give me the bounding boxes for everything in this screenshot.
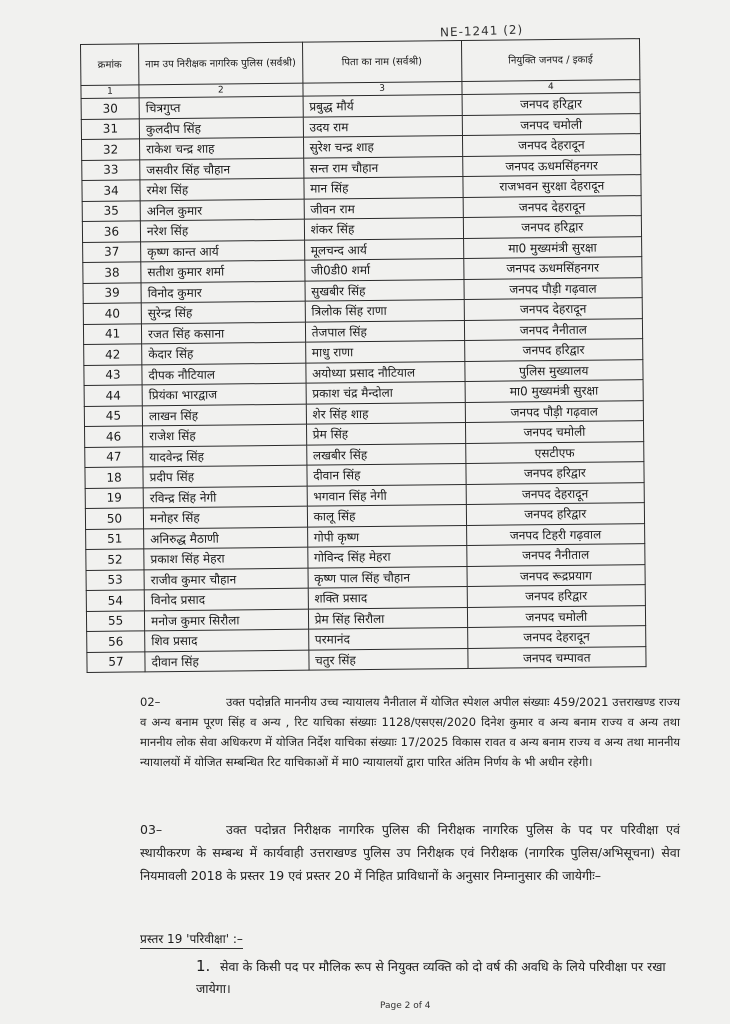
cell-serial: 45 bbox=[84, 405, 142, 426]
cell-name: दीपक नौटियाल bbox=[142, 363, 306, 385]
header-posting: नियुक्ति जनपद / इकाई bbox=[461, 39, 640, 82]
paragraph-text: उक्त पदोन्नति माननीय उच्च न्यायालय नैनीताल में योजित स्पेशल अपील संख्याः 459/2021 उत्तराखण्ड राज्य व अन्य बनाम पूरण सिंह व अन्य , रिट याचिका संख्याः 1128/एसएस/2020 दिनेश कुमार व अन्य बनाम राज्य व अन्य तथा माननीय लोक सेवा अधिकरण में योजित निर्देश याचिका संख्याः 17/2025 विकास रावत व अन्य बनाम राज्य व अन्य तथा माननीय न्यायालयों में योजित सम्बन्धित रिट याचिकाओं में मा0 न्यायालयों द्वारा पारित अंतिम निर्णय के भी अधीन रहेगी। bbox=[140, 695, 680, 769]
cell-name: चित्रगुप्त bbox=[139, 96, 303, 118]
cell-serial: 36 bbox=[82, 221, 140, 242]
cell-father-name: त्रिलोक सिंह राणा bbox=[305, 299, 464, 321]
cell-serial: 39 bbox=[83, 282, 141, 303]
cell-name: रजत सिंह कसाना bbox=[141, 322, 305, 344]
cell-posting: जनपद हरिद्वार bbox=[463, 216, 642, 238]
cell-serial: 56 bbox=[87, 631, 145, 652]
cell-serial: 44 bbox=[84, 385, 142, 406]
cell-father-name: मूलचन्द आर्य bbox=[304, 238, 463, 260]
cell-father-name: प्रबुद्ध मौर्य bbox=[303, 95, 462, 117]
cell-name: कृष्ण कान्त आर्य bbox=[141, 240, 305, 262]
cell-name: प्रकाश सिंह मेहरा bbox=[144, 547, 308, 569]
rule-19-heading: प्रस्तर 19 'परिवीक्षा' :– bbox=[140, 930, 243, 949]
cell-serial: 47 bbox=[85, 446, 143, 467]
cell-serial: 34 bbox=[82, 180, 140, 201]
cell-father-name: शेर सिंह शाह bbox=[306, 402, 465, 424]
cell-posting: जनपद चमोली bbox=[462, 113, 641, 135]
cell-posting: जनपद ऊधमसिंहनगर bbox=[463, 257, 642, 279]
cell-serial: 54 bbox=[86, 590, 144, 611]
cell-posting: जनपद नैनीताल bbox=[466, 544, 645, 566]
cell-name: जसवीर सिंह चौहान bbox=[140, 158, 304, 180]
cell-name: सुरेन्द्र सिंह bbox=[141, 301, 305, 323]
cell-posting: जनपद देहरादून bbox=[464, 298, 643, 320]
cell-serial: 19 bbox=[85, 487, 143, 508]
cell-father-name: माधु राणा bbox=[305, 340, 464, 362]
cell-posting: जनपद हरिद्वार bbox=[464, 339, 643, 361]
cell-serial: 31 bbox=[81, 118, 139, 139]
cell-posting: जनपद ऊधमसिंहनगर bbox=[462, 154, 641, 176]
cell-posting: जनपद देहरादून bbox=[466, 482, 645, 504]
cell-posting: जनपद देहरादून bbox=[462, 134, 641, 156]
cell-name: नरेश सिंह bbox=[140, 219, 304, 241]
rule-item-text: सेवा के किसी पद पर मौलिक रूप से नियुक्त व्यक्ति को दो वर्ष की अवधि के लिये परिवीक्षा पर रखा जायेगा। bbox=[196, 959, 666, 996]
cell-serial: 53 bbox=[86, 569, 144, 590]
cell-serial: 46 bbox=[85, 426, 143, 447]
paragraph-text: उक्त पदोन्नत निरीक्षक नागरिक पुलिस की निरीक्षक नागरिक पुलिस के पद पर परिवीक्षा एवं स्थायीकरण के सम्बन्ध में कार्यवाही उत्तराखण्ड पुलिस उप निरीक्षक एवं निरीक्षक (नागरिक पुलिस/अभिसूचना) सेवा नियमावली 2018 के प्रस्तर 19 एवं प्रस्तर 20 में निहित प्राविधानों के अनुसार निम्नानुसार की जायेगीः– bbox=[140, 822, 680, 883]
cell-posting: एसटीएफ bbox=[465, 441, 644, 463]
rule-item-number: 1. bbox=[196, 957, 211, 975]
cell-father-name: दीवान सिंह bbox=[307, 463, 466, 485]
cell-posting: पुलिस मुख्यालय bbox=[465, 359, 644, 381]
cell-name: राजेश सिंह bbox=[143, 424, 307, 446]
header-serial: क्रमांक bbox=[81, 44, 139, 86]
cell-father-name: जी0डी0 शर्मा bbox=[304, 258, 463, 280]
cell-name: राकेश चन्द्र शाह bbox=[140, 137, 304, 159]
cell-father-name: जीवन राम bbox=[304, 197, 463, 219]
cell-posting: जनपद हरिद्वार bbox=[466, 503, 645, 525]
cell-serial: 42 bbox=[84, 344, 142, 365]
cell-posting: जनपद हरिद्वार bbox=[462, 93, 641, 115]
column-index: 4 bbox=[462, 80, 640, 95]
cell-father-name: तेजपाल सिंह bbox=[305, 320, 464, 342]
cell-father-name: कृष्ण पाल सिंह चौहान bbox=[308, 566, 467, 588]
table-header-row bbox=[81, 39, 640, 86]
cell-father-name: कालू सिंह bbox=[307, 504, 466, 526]
paragraph-number: 02– bbox=[140, 695, 161, 709]
cell-father-name: गोविन्द सिंह मेहरा bbox=[307, 545, 466, 567]
cell-father-name: सन्त राम चौहान bbox=[303, 156, 462, 178]
cell-name: केदार सिंह bbox=[142, 342, 306, 364]
cell-father-name: सुरेश चन्द्र शाह bbox=[303, 136, 462, 158]
cell-name: प्रदीप सिंह bbox=[143, 465, 307, 487]
page-reference: NE-1241 (2) bbox=[439, 22, 524, 40]
cell-serial: 37 bbox=[83, 241, 141, 262]
cell-name: लाखन सिंह bbox=[142, 404, 306, 426]
cell-posting: जनपद चम्पावत bbox=[468, 646, 647, 668]
cell-serial: 38 bbox=[83, 262, 141, 283]
cell-serial: 33 bbox=[82, 159, 140, 180]
paragraph-02 bbox=[140, 692, 680, 772]
cell-father-name: गोपी कृष्ण bbox=[307, 525, 466, 547]
cell-serial: 52 bbox=[86, 549, 144, 570]
cell-posting: जनपद पौड़ी गढ़वाल bbox=[465, 400, 644, 422]
cell-father-name: सुखबीर सिंह bbox=[305, 279, 464, 301]
cell-father-name: चतुर सिंह bbox=[308, 648, 467, 670]
cell-serial: 18 bbox=[85, 467, 143, 488]
cell-posting: जनपद चमोली bbox=[467, 605, 646, 627]
cell-name: विनोद कुमार bbox=[141, 281, 305, 303]
promotion-roster-table bbox=[80, 38, 647, 673]
header-name: नाम उप निरीक्षक नागरिक पुलिस (सर्वश्री) bbox=[139, 42, 303, 85]
cell-serial: 55 bbox=[86, 610, 144, 631]
paragraph-03 bbox=[140, 818, 680, 887]
cell-father-name: लखबीर सिंह bbox=[306, 443, 465, 465]
cell-father-name: भगवान सिंह नेगी bbox=[307, 484, 466, 506]
cell-serial: 43 bbox=[84, 364, 142, 385]
cell-serial: 35 bbox=[82, 200, 140, 221]
cell-father-name: प्रकाश चंद्र मैन्दोला bbox=[306, 381, 465, 403]
cell-father-name: शक्ति प्रसाद bbox=[308, 586, 467, 608]
roster-body bbox=[81, 93, 646, 673]
cell-posting: जनपद हरिद्वार bbox=[467, 585, 646, 607]
cell-serial: 30 bbox=[81, 98, 139, 119]
cell-name: रमेश सिंह bbox=[140, 178, 304, 200]
cell-serial: 40 bbox=[83, 303, 141, 324]
cell-posting: जनपद नैनीताल bbox=[464, 318, 643, 340]
cell-posting: जनपद चमोली bbox=[465, 421, 644, 443]
cell-father-name: परमानंद bbox=[308, 627, 467, 649]
cell-name: अनिल कुमार bbox=[140, 199, 304, 221]
cell-name: रविन्द्र सिंह नेगी bbox=[143, 486, 307, 508]
paragraph-number: 03– bbox=[140, 822, 163, 837]
page-footer: Page 2 of 4 bbox=[380, 1001, 431, 1011]
cell-posting: जनपद देहरादून bbox=[463, 195, 642, 217]
cell-name: विनोद प्रसाद bbox=[144, 588, 308, 610]
cell-father-name: प्रेम सिंह सिरौला bbox=[308, 607, 467, 629]
cell-serial: 57 bbox=[87, 651, 145, 672]
cell-name: मनोज कुमार सिरौला bbox=[144, 609, 308, 631]
cell-name: राजीव कुमार चौहान bbox=[144, 568, 308, 590]
column-index: 1 bbox=[81, 85, 139, 99]
cell-posting: जनपद रूद्रप्रयाग bbox=[467, 564, 646, 586]
cell-posting: जनपद हरिद्वार bbox=[466, 462, 645, 484]
cell-posting: जनपद देहरादून bbox=[467, 626, 646, 648]
cell-name: कुलदीप सिंह bbox=[139, 117, 303, 139]
cell-father-name: प्रेम सिंह bbox=[306, 422, 465, 444]
cell-posting: मा0 मुख्यमंत्री सुरक्षा bbox=[465, 380, 644, 402]
cell-name: दीवान सिंह bbox=[145, 650, 309, 672]
cell-serial: 32 bbox=[82, 139, 140, 160]
cell-father-name: शंकर सिंह bbox=[304, 217, 463, 239]
cell-name: सतीश कुमार शर्मा bbox=[141, 260, 305, 282]
cell-posting: मा0 मुख्यमंत्री सुरक्षा bbox=[463, 236, 642, 258]
cell-serial: 51 bbox=[86, 528, 144, 549]
cell-name: मनोहर सिंह bbox=[143, 506, 307, 528]
header-father-name: पिता का नाम (सर्वश्री) bbox=[302, 41, 461, 84]
cell-father-name: उदय राम bbox=[303, 115, 462, 137]
cell-serial: 41 bbox=[83, 323, 141, 344]
column-index: 3 bbox=[303, 82, 462, 97]
cell-name: प्रियंका भारद्वाज bbox=[142, 383, 306, 405]
cell-name: अनिरुद्ध मैठाणी bbox=[144, 527, 308, 549]
rule-19-item bbox=[196, 955, 686, 1000]
cell-posting: जनपद पौड़ी गढ़वाल bbox=[464, 277, 643, 299]
cell-father-name: मान सिंह bbox=[304, 177, 463, 199]
cell-name: शिव प्रसाद bbox=[145, 629, 309, 651]
column-index: 2 bbox=[139, 83, 303, 98]
cell-name: यादवेन्द्र सिंह bbox=[143, 445, 307, 467]
cell-serial: 50 bbox=[85, 508, 143, 529]
cell-father-name: अयोध्या प्रसाद नौटियाल bbox=[305, 361, 464, 383]
cell-posting: राजभवन सुरक्षा देहरादून bbox=[463, 175, 642, 197]
cell-posting: जनपद टिहरी गढ़वाल bbox=[466, 523, 645, 545]
